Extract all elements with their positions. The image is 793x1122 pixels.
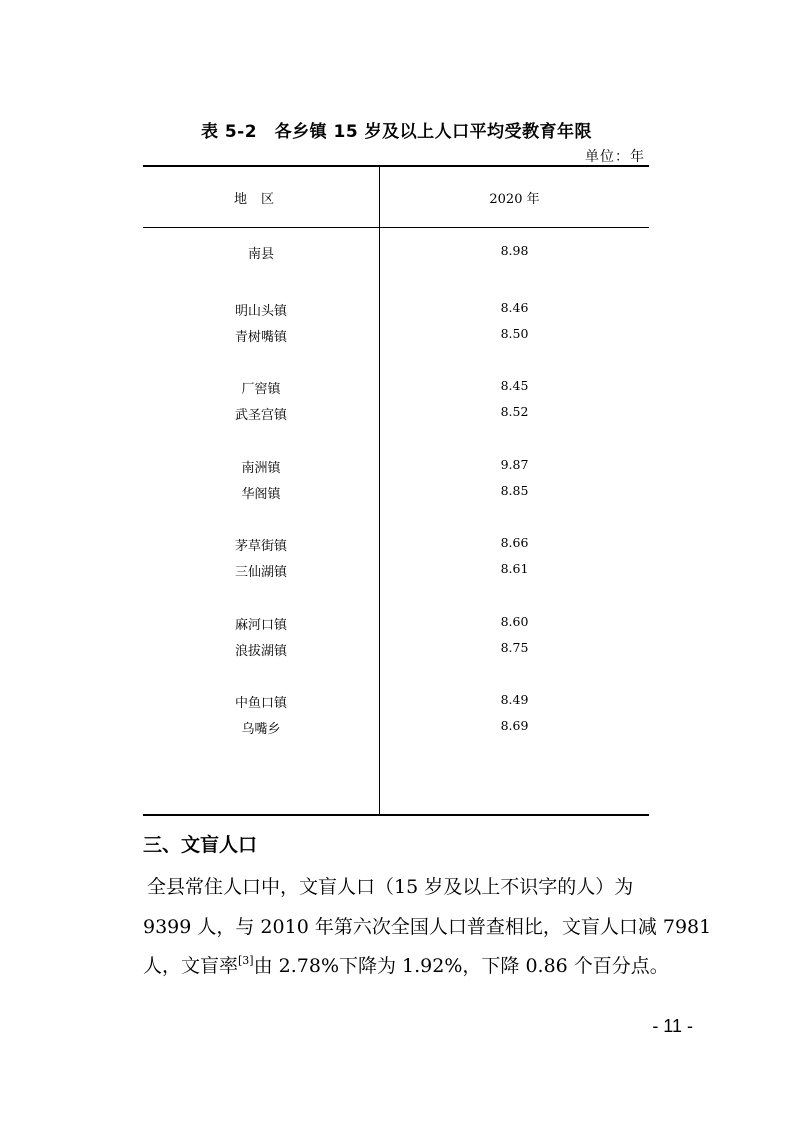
table-unit: 单位：年	[585, 149, 645, 165]
row-region: 厂窖镇	[241, 382, 281, 397]
table-row	[143, 378, 649, 404]
paragraph-line-3-end: 由 2.78%下降为 1.92%，下降 0.86 个百分点。	[253, 955, 669, 977]
row-value: 8.45	[500, 378, 529, 393]
column-header-year: 2020 年	[489, 192, 540, 207]
row-region: 南洲镇	[241, 461, 281, 476]
table-row	[143, 300, 649, 326]
table-row	[143, 561, 649, 587]
table-bottom-rule	[143, 814, 649, 816]
row-value: 8.98	[500, 243, 529, 258]
table-row	[143, 614, 649, 640]
row-region: 中鱼口镇	[234, 696, 287, 711]
section-heading: 三、文盲人口	[143, 834, 258, 856]
row-value: 8.75	[500, 640, 529, 655]
column-header-region: 地区	[233, 192, 288, 207]
row-region: 明山头镇	[234, 304, 287, 319]
row-region: 茅草街镇	[234, 539, 287, 554]
row-value: 8.46	[500, 300, 529, 315]
row-value: 8.66	[500, 535, 529, 550]
table-header-rule	[143, 227, 649, 228]
table-row	[143, 326, 649, 352]
row-region: 浪拔湖镇	[234, 644, 287, 659]
row-region: 青树嘴镇	[234, 330, 287, 345]
row-value: 8.60	[500, 614, 529, 629]
row-region: 华阁镇	[241, 487, 281, 502]
row-value: 8.50	[500, 326, 529, 341]
page-number: - 11 -	[652, 1016, 693, 1036]
table-row	[143, 640, 649, 666]
row-value: 8.85	[500, 483, 529, 498]
paragraph-line-3	[143, 951, 669, 978]
row-value: 8.49	[500, 692, 529, 707]
footnote-marker[interactable]: [3]	[238, 954, 254, 967]
table-row	[143, 457, 649, 483]
paragraph-line-2: 9399 人，与 2010 年第六次全国人口普查相比，文盲人口减 7981	[143, 916, 712, 938]
row-value: 8.52	[500, 404, 529, 419]
row-value: 8.69	[500, 718, 529, 733]
paragraph-line-3-start: 人，文盲率	[143, 955, 239, 977]
table-title: 表 5-2 各乡镇 15 岁及以上人口平均受教育年限	[200, 122, 593, 142]
paragraph-line-1: 全县常住人口中，文盲人口（15 岁及以上不识字的人）为	[147, 876, 634, 898]
table-row	[143, 718, 649, 744]
row-region: 乌嘴乡	[241, 722, 281, 737]
row-value: 9.87	[500, 457, 529, 472]
table-row	[143, 535, 649, 561]
row-region: 麻河口镇	[234, 618, 287, 633]
table-row	[143, 483, 649, 509]
table-row	[143, 243, 649, 269]
row-region: 南县	[247, 247, 274, 262]
row-region: 三仙湖镇	[234, 565, 287, 580]
row-value: 8.61	[500, 561, 529, 576]
row-region: 武圣宫镇	[234, 408, 287, 423]
table-row	[143, 404, 649, 430]
table-row	[143, 692, 649, 718]
table-top-rule	[143, 165, 649, 167]
